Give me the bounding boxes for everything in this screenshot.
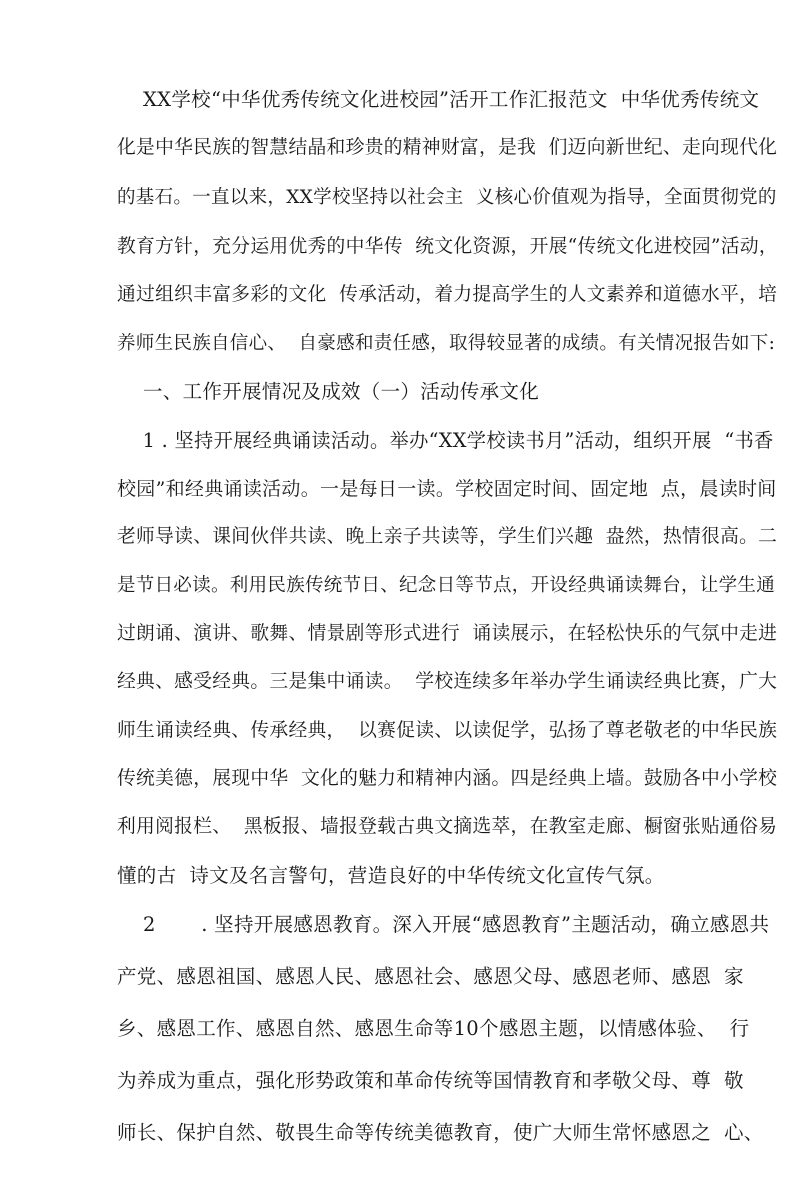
paragraph-line: 2 . 坚持开展感恩教育。深入开展“感恩教育”主题活动，确立感恩共 [117, 913, 770, 936]
paragraph-line: XX学校“中华优秀传统文化进校园”活开工作汇报范文 中华优秀传统文 [117, 88, 760, 111]
paragraph-line: 化是中华民族的智慧结晶和珍贵的精神财富，是我 们迈向新世纪、走向现代化 [117, 137, 778, 158]
paragraph-line: 1 . 坚持开展经典诵读活动。举办“XX学校读书月”活动，组织开展 “书香 [117, 429, 774, 452]
paragraph-line: 利用阅报栏、 黑板报、墙报登载古典文摘选萃，在教室走廊、橱窗张贴通俗易 [117, 816, 778, 837]
paragraph-line: 校园”和经典诵读活动。一是每日一读。学校固定时间、固定地 点，晨读时间 [117, 478, 777, 500]
paragraph-line: 经典、感受经典。三是集中诵读。 学校连续多年举办学生诵读经典比赛，广大 [117, 671, 778, 692]
section-heading: 一、工作开展情况及成效（一）活动传承文化 [117, 380, 539, 403]
paragraph-line: 的基石。一直以来，XX学校坚持以社会主 义核心价值观为指导，全面贯彻党的 [117, 187, 777, 208]
paragraph-line: 养师生民族自信心、 自豪感和责任感，取得较显著的成绩。有关情况报告如下: [117, 333, 776, 354]
paragraph-line: 通过组织丰富多彩的文化 传承活动，着力提高学生的人文素养和道德水平，培 [117, 284, 778, 305]
paragraph-line: 是节日必读。利用民族传统节日、纪念日等节点，开设经典诵读舞台，让学生通 [117, 575, 776, 596]
paragraph-line: 教育方针，充分运用优秀的中华传 统文化资源，开展“传统文化进校园”活动， [117, 236, 778, 257]
paragraph-line: 师长、保护自然、敬畏生命等传统美德教育，使广大师生常怀感恩之 心、 [117, 1121, 764, 1144]
paragraph-line: 过朗诵、演讲、歌舞、情景剧等形式进行 诵读展示，在轻松快乐的气氛中走进 [117, 623, 778, 644]
paragraph-line: 懂的古 诗文及名言警句，营造良好的中华传统文化宣传气氛。 [117, 864, 665, 887]
paragraph-line: 为养成为重点，强化形势政策和革命传统等国情教育和孝敬父母、尊 敬 [117, 1069, 744, 1092]
paragraph-line: 老师导读、课间伙伴共读、晚上亲子共读等，学生们兴趣 盎然，热情很高。二 [117, 526, 778, 547]
paragraph-line: 传统美德，展现中华 文化的魅力和精神内涵。四是经典上墙。鼓励各中小学校 [117, 768, 778, 789]
paragraph-line: 师生诵读经典、传承经典， 以赛促读、以读促学，弘扬了尊老敬老的中华民族 [117, 720, 778, 741]
paragraph-line: 产党、感恩祖国、感恩人民、感恩社会、感恩父母、感恩老师、感恩 家 [117, 965, 744, 988]
paragraph-line: 乡、感恩工作、感恩自然、感恩生命等10个感恩主题，以情感体验、 行 [117, 1017, 750, 1040]
